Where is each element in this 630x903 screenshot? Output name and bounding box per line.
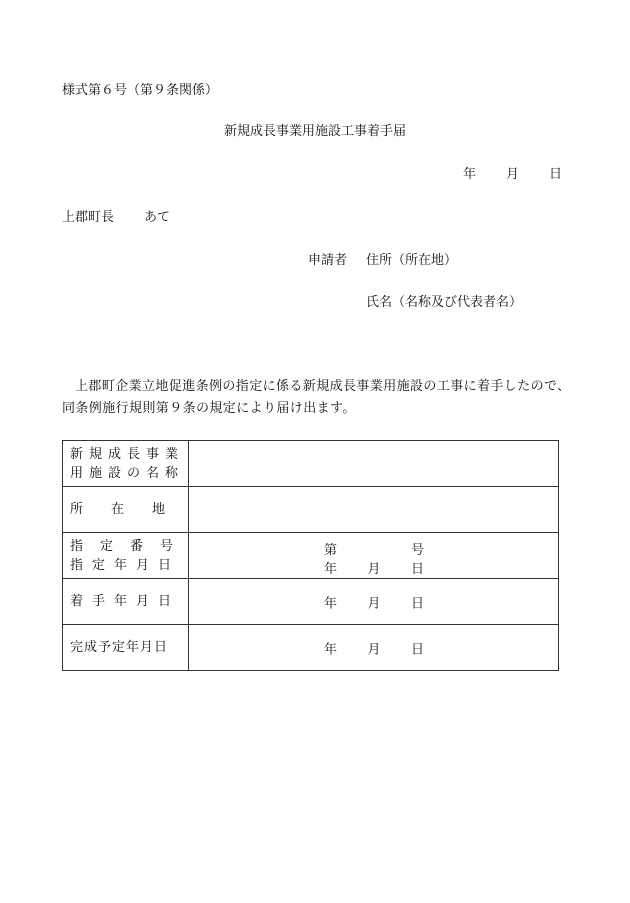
addressee	[62, 211, 170, 224]
table-row	[63, 579, 559, 625]
notification-form-table	[62, 440, 559, 671]
date-day-label: 日	[548, 167, 562, 182]
form-number: 様式第６号（第９条関係）	[62, 83, 219, 98]
year-label: 年	[324, 596, 338, 611]
designation-field[interactable]	[189, 533, 559, 579]
designation-number-label: 指定番号	[70, 538, 191, 554]
table-row	[63, 487, 559, 533]
number-prefix: 第	[324, 543, 338, 558]
facility-name-field[interactable]	[189, 441, 559, 487]
table-row	[63, 625, 559, 671]
start-date-field[interactable]	[189, 579, 559, 625]
date-month-label: 月	[505, 167, 519, 182]
designation-label-cell	[63, 533, 189, 579]
location-field[interactable]	[189, 487, 559, 533]
location-label-cell	[63, 487, 194, 533]
table-row	[63, 441, 559, 487]
number-suffix: 号	[410, 543, 424, 558]
month-label: 月	[367, 562, 381, 577]
month-label: 月	[367, 642, 381, 657]
applicant-name-label: 氏名（名称及び代表者名）	[366, 295, 523, 310]
location-label: 所在地	[70, 502, 194, 517]
day-label: 日	[410, 642, 424, 657]
document-title: 新規成長事業用施設工事着手届	[223, 124, 406, 139]
designation-number-value	[324, 539, 424, 558]
year-label: 年	[324, 562, 338, 577]
applicant-label: 申請者	[308, 253, 348, 268]
month-label: 月	[367, 596, 381, 611]
completion-date-value	[324, 638, 424, 657]
day-label: 日	[410, 596, 424, 611]
facility-name-label-line1: 新規成長事業	[70, 446, 185, 462]
start-date-value	[324, 592, 424, 611]
addressee-name: 上郡町長	[62, 210, 115, 225]
start-date-label-cell	[63, 579, 189, 625]
notification-body-text: 上郡町企業立地促進条例の指定に係る新規成長事業用施設の工事に着手したので、同条例施行規則第９条の規定により届け出ます。	[62, 379, 571, 416]
completion-date-label: 完成予定年月日	[70, 640, 169, 655]
facility-name-label	[63, 441, 189, 487]
year-label: 年	[324, 642, 338, 657]
day-label: 日	[410, 562, 424, 577]
completion-date-field[interactable]	[189, 625, 559, 671]
start-date-label: 着手年月日	[70, 594, 181, 609]
applicant-address-label: 住所（所在地）	[366, 253, 458, 268]
addressee-suffix: あて	[144, 210, 171, 225]
submission-date	[463, 168, 562, 181]
facility-name-label-line2: 用施設の名称	[70, 465, 185, 481]
designation-date-label: 指定年月日	[70, 557, 181, 573]
table-row	[63, 533, 559, 579]
completion-date-label-cell	[63, 625, 189, 671]
designation-date-value	[324, 558, 424, 577]
date-year-label: 年	[462, 167, 476, 182]
